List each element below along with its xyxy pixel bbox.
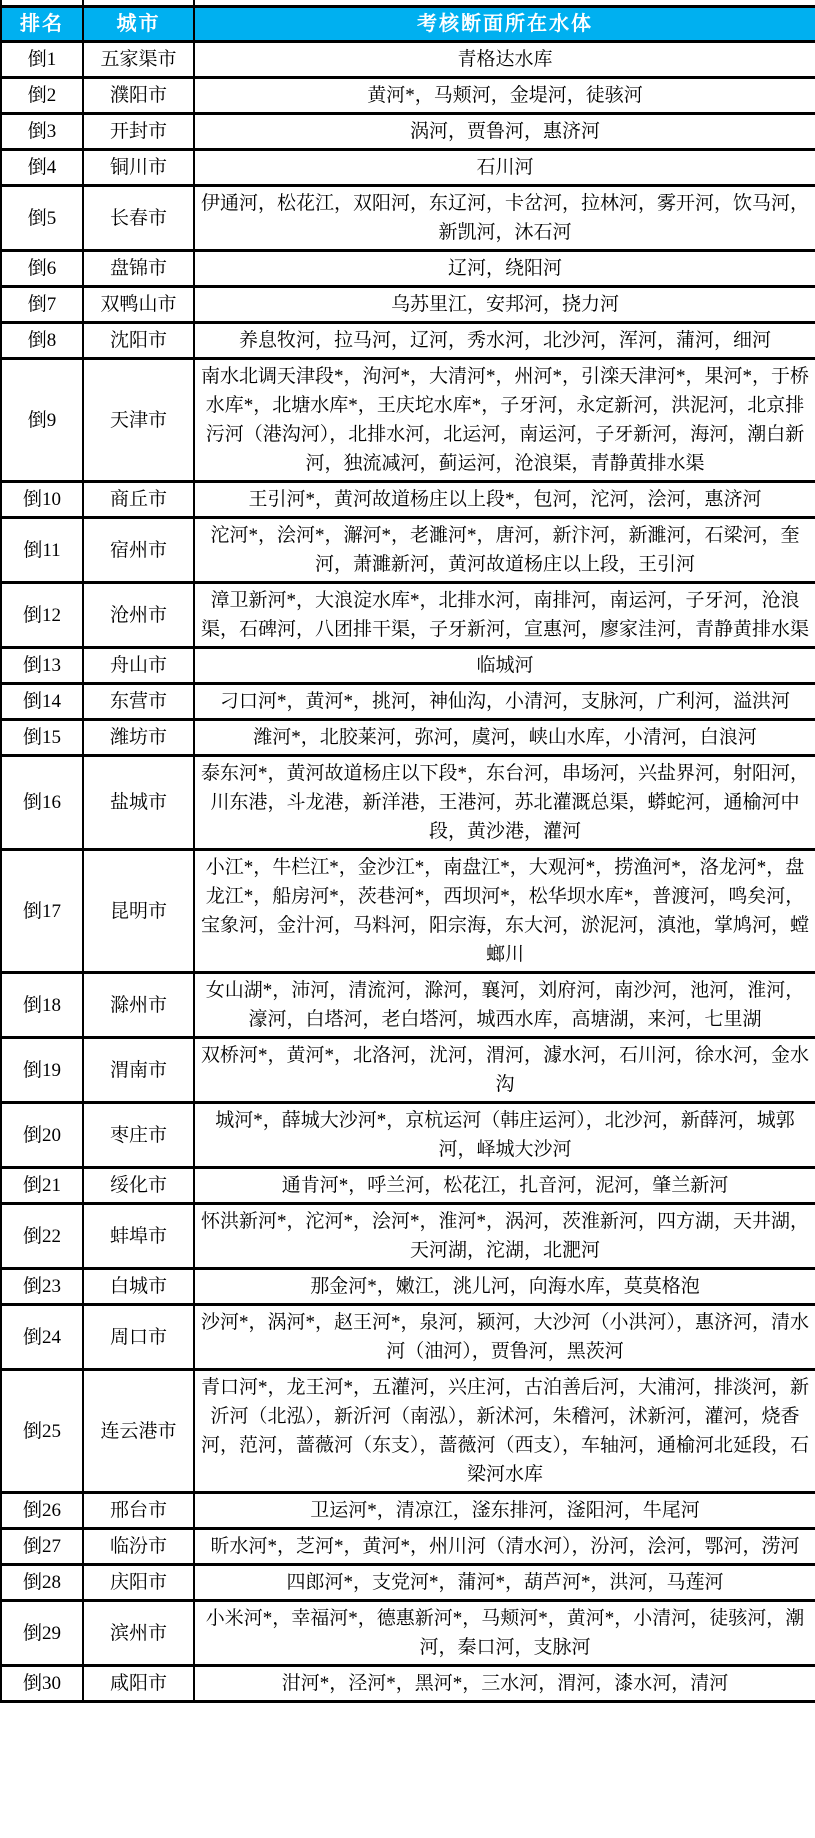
- table-row: [1, 1204, 815, 1269]
- rank-cell: 倒25: [1, 1370, 83, 1493]
- table-row: [1, 1601, 815, 1666]
- table-row: [1, 850, 815, 973]
- rank-cell: 倒11: [1, 518, 83, 583]
- city-cell: 蚌埠市: [83, 1204, 194, 1269]
- header-rank: 排名: [1, 7, 83, 42]
- table-row: [1, 186, 815, 251]
- table-row: [1, 1370, 815, 1493]
- rank-cell: 倒30: [1, 1666, 83, 1702]
- rank-cell: 倒3: [1, 114, 83, 150]
- city-cell: 宿州市: [83, 518, 194, 583]
- table-row: [1, 482, 815, 518]
- city-cell: 五家渠市: [83, 42, 194, 78]
- waters-cell: 城河*，薛城大沙河*，京杭运河（韩庄运河），北沙河，新薛河，城郭河，峄城大沙河: [194, 1103, 815, 1168]
- rank-cell: 倒26: [1, 1493, 83, 1529]
- waters-cell: 昕水河*，芝河*，黄河*，州川河（清水河），汾河，浍河，鄂河，涝河: [194, 1529, 815, 1565]
- rank-cell: 倒8: [1, 323, 83, 359]
- waters-cell: 伊通河，松花江，双阳河，东辽河，卡岔河，拉林河，雾开河，饮马河，新凯河，沐石河: [194, 186, 815, 251]
- table-row: [1, 114, 815, 150]
- city-cell: 盘锦市: [83, 251, 194, 287]
- table-row: [1, 1305, 815, 1370]
- city-cell: 濮阳市: [83, 78, 194, 114]
- rank-cell: 倒4: [1, 150, 83, 186]
- rank-cell: 倒9: [1, 359, 83, 482]
- waters-cell: 刁口河*，黄河*，挑河，神仙沟，小清河，支脉河，广利河，溢洪河: [194, 684, 815, 720]
- waters-cell: 女山湖*，沛河，清流河，滁河，襄河，刘府河，南沙河，池河，淮河，濠河，白塔河，老白塔河，城西水库，高塘湖，来河，七里湖: [194, 973, 815, 1038]
- city-cell: 天津市: [83, 359, 194, 482]
- table-row: [1, 1493, 815, 1529]
- waters-cell: 小江*，牛栏江*，金沙江*，南盘江*，大观河*，捞渔河*，洛龙河*，盘龙江*，船房河*，茨巷河*，西坝河*，松华坝水库*，普渡河，鸣矣河，宝象河，金汁河，马料河，阳宗海，东大河，淤泥河，滇池，掌鸠河，螳螂川: [194, 850, 815, 973]
- header-row: [1, 7, 815, 42]
- city-cell: 长春市: [83, 186, 194, 251]
- waters-cell: 怀洪新河*，沱河*，浍河*，淮河*，涡河，茨淮新河，四方湖，天井湖，天河湖，沱湖，北淝河: [194, 1204, 815, 1269]
- waters-cell: 漳卫新河*，大浪淀水库*，北排水河，南排河，南运河，子牙河，沧浪渠，石碑河，八团排干渠，子牙新河，宣惠河，廖家洼河，青静黄排水渠: [194, 583, 815, 648]
- waters-cell: 通肯河*，呼兰河，松花江，扎音河，泥河，肇兰新河: [194, 1168, 815, 1204]
- waters-cell: 青口河*，龙王河*，五灌河，兴庄河，古泊善后河，大浦河，排淡河，新沂河（北泓），新沂河（南泓），新沭河，朱稽河，沭新河，灌河，烧香河，范河，蔷薇河（东支），蔷薇河（西支），车轴河，通榆河北延段，石梁河水库: [194, 1370, 815, 1493]
- city-cell: 庆阳市: [83, 1565, 194, 1601]
- table-row: [1, 973, 815, 1038]
- city-cell: 铜川市: [83, 150, 194, 186]
- table-row: [1, 42, 815, 78]
- city-cell: 潍坊市: [83, 720, 194, 756]
- city-cell: 滁州市: [83, 973, 194, 1038]
- city-cell: 盐城市: [83, 756, 194, 850]
- table-row: [1, 150, 815, 186]
- waters-cell: 潍河*，北胶莱河，弥河，虞河，峡山水库，小清河，白浪河: [194, 720, 815, 756]
- table-row: [1, 756, 815, 850]
- table-row: [1, 1269, 815, 1305]
- waters-cell: 南水北调天津段*，泃河*，大清河*，州河*，引滦天津河*，果河*，于桥水库*，北塘水库*，王庆坨水库*，子牙河，永定新河，洪泥河，北京排污河（港沟河），北排水河，北运河，南运河，子牙新河，海河，潮白新河，独流减河，蓟运河，沧浪渠，青静黄排水渠: [194, 359, 815, 482]
- city-cell: 临汾市: [83, 1529, 194, 1565]
- rank-cell: 倒23: [1, 1269, 83, 1305]
- rank-cell: 倒5: [1, 186, 83, 251]
- rank-cell: 倒15: [1, 720, 83, 756]
- waters-cell: 泰东河*，黄河故道杨庄以下段*，东台河，串场河，兴盐界河，射阳河，川东港，斗龙港，新洋港，王港河，苏北灌溉总渠，蟒蛇河，通榆河中段，黄沙港，灌河: [194, 756, 815, 850]
- rank-cell: 倒2: [1, 78, 83, 114]
- city-cell: 沈阳市: [83, 323, 194, 359]
- table-header: [1, 0, 815, 42]
- waters-cell: 沱河*，浍河*，澥河*，老濉河*，唐河，新汴河，新濉河，石梁河，奎河，萧濉新河，黄河故道杨庄以上段，王引河: [194, 518, 815, 583]
- table-row: [1, 1038, 815, 1103]
- table-row: [1, 323, 815, 359]
- header-city: 城市: [83, 7, 194, 42]
- rank-cell: 倒17: [1, 850, 83, 973]
- table-row: [1, 684, 815, 720]
- waters-cell: 那金河*，嫩江，洮儿河，向海水库，莫莫格泡: [194, 1269, 815, 1305]
- waters-cell: 四郎河*，支党河*，蒲河*，葫芦河*，洪河，马莲河: [194, 1565, 815, 1601]
- rank-cell: 倒13: [1, 648, 83, 684]
- table-row: [1, 518, 815, 583]
- rank-cell: 倒10: [1, 482, 83, 518]
- table-row: [1, 720, 815, 756]
- table-row: [1, 583, 815, 648]
- rank-cell: 倒14: [1, 684, 83, 720]
- waters-cell: 乌苏里江，安邦河，挠力河: [194, 287, 815, 323]
- waters-cell: 养息牧河，拉马河，辽河，秀水河，北沙河，浑河，蒲河，细河: [194, 323, 815, 359]
- city-cell: 渭南市: [83, 1038, 194, 1103]
- waters-cell: 涡河，贾鲁河，惠济河: [194, 114, 815, 150]
- rank-cell: 倒22: [1, 1204, 83, 1269]
- city-cell: 枣庄市: [83, 1103, 194, 1168]
- rank-cell: 倒27: [1, 1529, 83, 1565]
- waters-cell: 青格达水库: [194, 42, 815, 78]
- table-row: [1, 251, 815, 287]
- header-waters: 考核断面所在水体: [194, 7, 815, 42]
- table-row: [1, 359, 815, 482]
- city-cell: 商丘市: [83, 482, 194, 518]
- waters-cell: 石川河: [194, 150, 815, 186]
- waters-cell: 卫运河*，清凉江，滏东排河，滏阳河，牛尾河: [194, 1493, 815, 1529]
- city-cell: 周口市: [83, 1305, 194, 1370]
- table-row: [1, 1103, 815, 1168]
- city-cell: 邢台市: [83, 1493, 194, 1529]
- city-cell: 白城市: [83, 1269, 194, 1305]
- table-body: [1, 42, 815, 1702]
- rank-cell: 倒1: [1, 42, 83, 78]
- city-cell: 滨州市: [83, 1601, 194, 1666]
- waters-cell: 王引河*，黄河故道杨庄以上段*，包河，沱河，浍河，惠济河: [194, 482, 815, 518]
- table-row: [1, 78, 815, 114]
- table-row: [1, 1565, 815, 1601]
- waters-cell: 沙河*，涡河*，赵王河*，泉河，颍河，大沙河（小洪河），惠济河，清水河（油河），贾鲁河，黑茨河: [194, 1305, 815, 1370]
- rank-cell: 倒6: [1, 251, 83, 287]
- table-row: [1, 648, 815, 684]
- rank-cell: 倒19: [1, 1038, 83, 1103]
- rank-cell: 倒18: [1, 973, 83, 1038]
- city-cell: 绥化市: [83, 1168, 194, 1204]
- city-cell: 沧州市: [83, 583, 194, 648]
- waters-cell: 双桥河*，黄河*，北洛河，沋河，渭河，澽水河，石川河，徐水河，金水沟: [194, 1038, 815, 1103]
- city-cell: 开封市: [83, 114, 194, 150]
- rank-cell: 倒28: [1, 1565, 83, 1601]
- rank-cell: 倒12: [1, 583, 83, 648]
- table-row: [1, 287, 815, 323]
- city-cell: 咸阳市: [83, 1666, 194, 1702]
- rank-cell: 倒21: [1, 1168, 83, 1204]
- city-cell: 昆明市: [83, 850, 194, 973]
- city-cell: 连云港市: [83, 1370, 194, 1493]
- rank-cell: 倒20: [1, 1103, 83, 1168]
- rank-cell: 倒16: [1, 756, 83, 850]
- waters-cell: 临城河: [194, 648, 815, 684]
- waters-cell: 小米河*，幸福河*，德惠新河*，马颊河*，黄河*，小清河，徒骇河，潮河，秦口河，支脉河: [194, 1601, 815, 1666]
- city-cell: 舟山市: [83, 648, 194, 684]
- rank-cell: 倒7: [1, 287, 83, 323]
- rank-cell: 倒24: [1, 1305, 83, 1370]
- city-cell: 东营市: [83, 684, 194, 720]
- city-cell: 双鸭山市: [83, 287, 194, 323]
- table-row: [1, 1529, 815, 1565]
- waters-cell: 黄河*，马颊河，金堤河，徒骇河: [194, 78, 815, 114]
- table-row: [1, 1168, 815, 1204]
- waters-cell: 泔河*，泾河*，黑河*，三水河，渭河，漆水河，清河: [194, 1666, 815, 1702]
- rank-cell: 倒29: [1, 1601, 83, 1666]
- waters-cell: 辽河，绕阳河: [194, 251, 815, 287]
- table-row: [1, 1666, 815, 1702]
